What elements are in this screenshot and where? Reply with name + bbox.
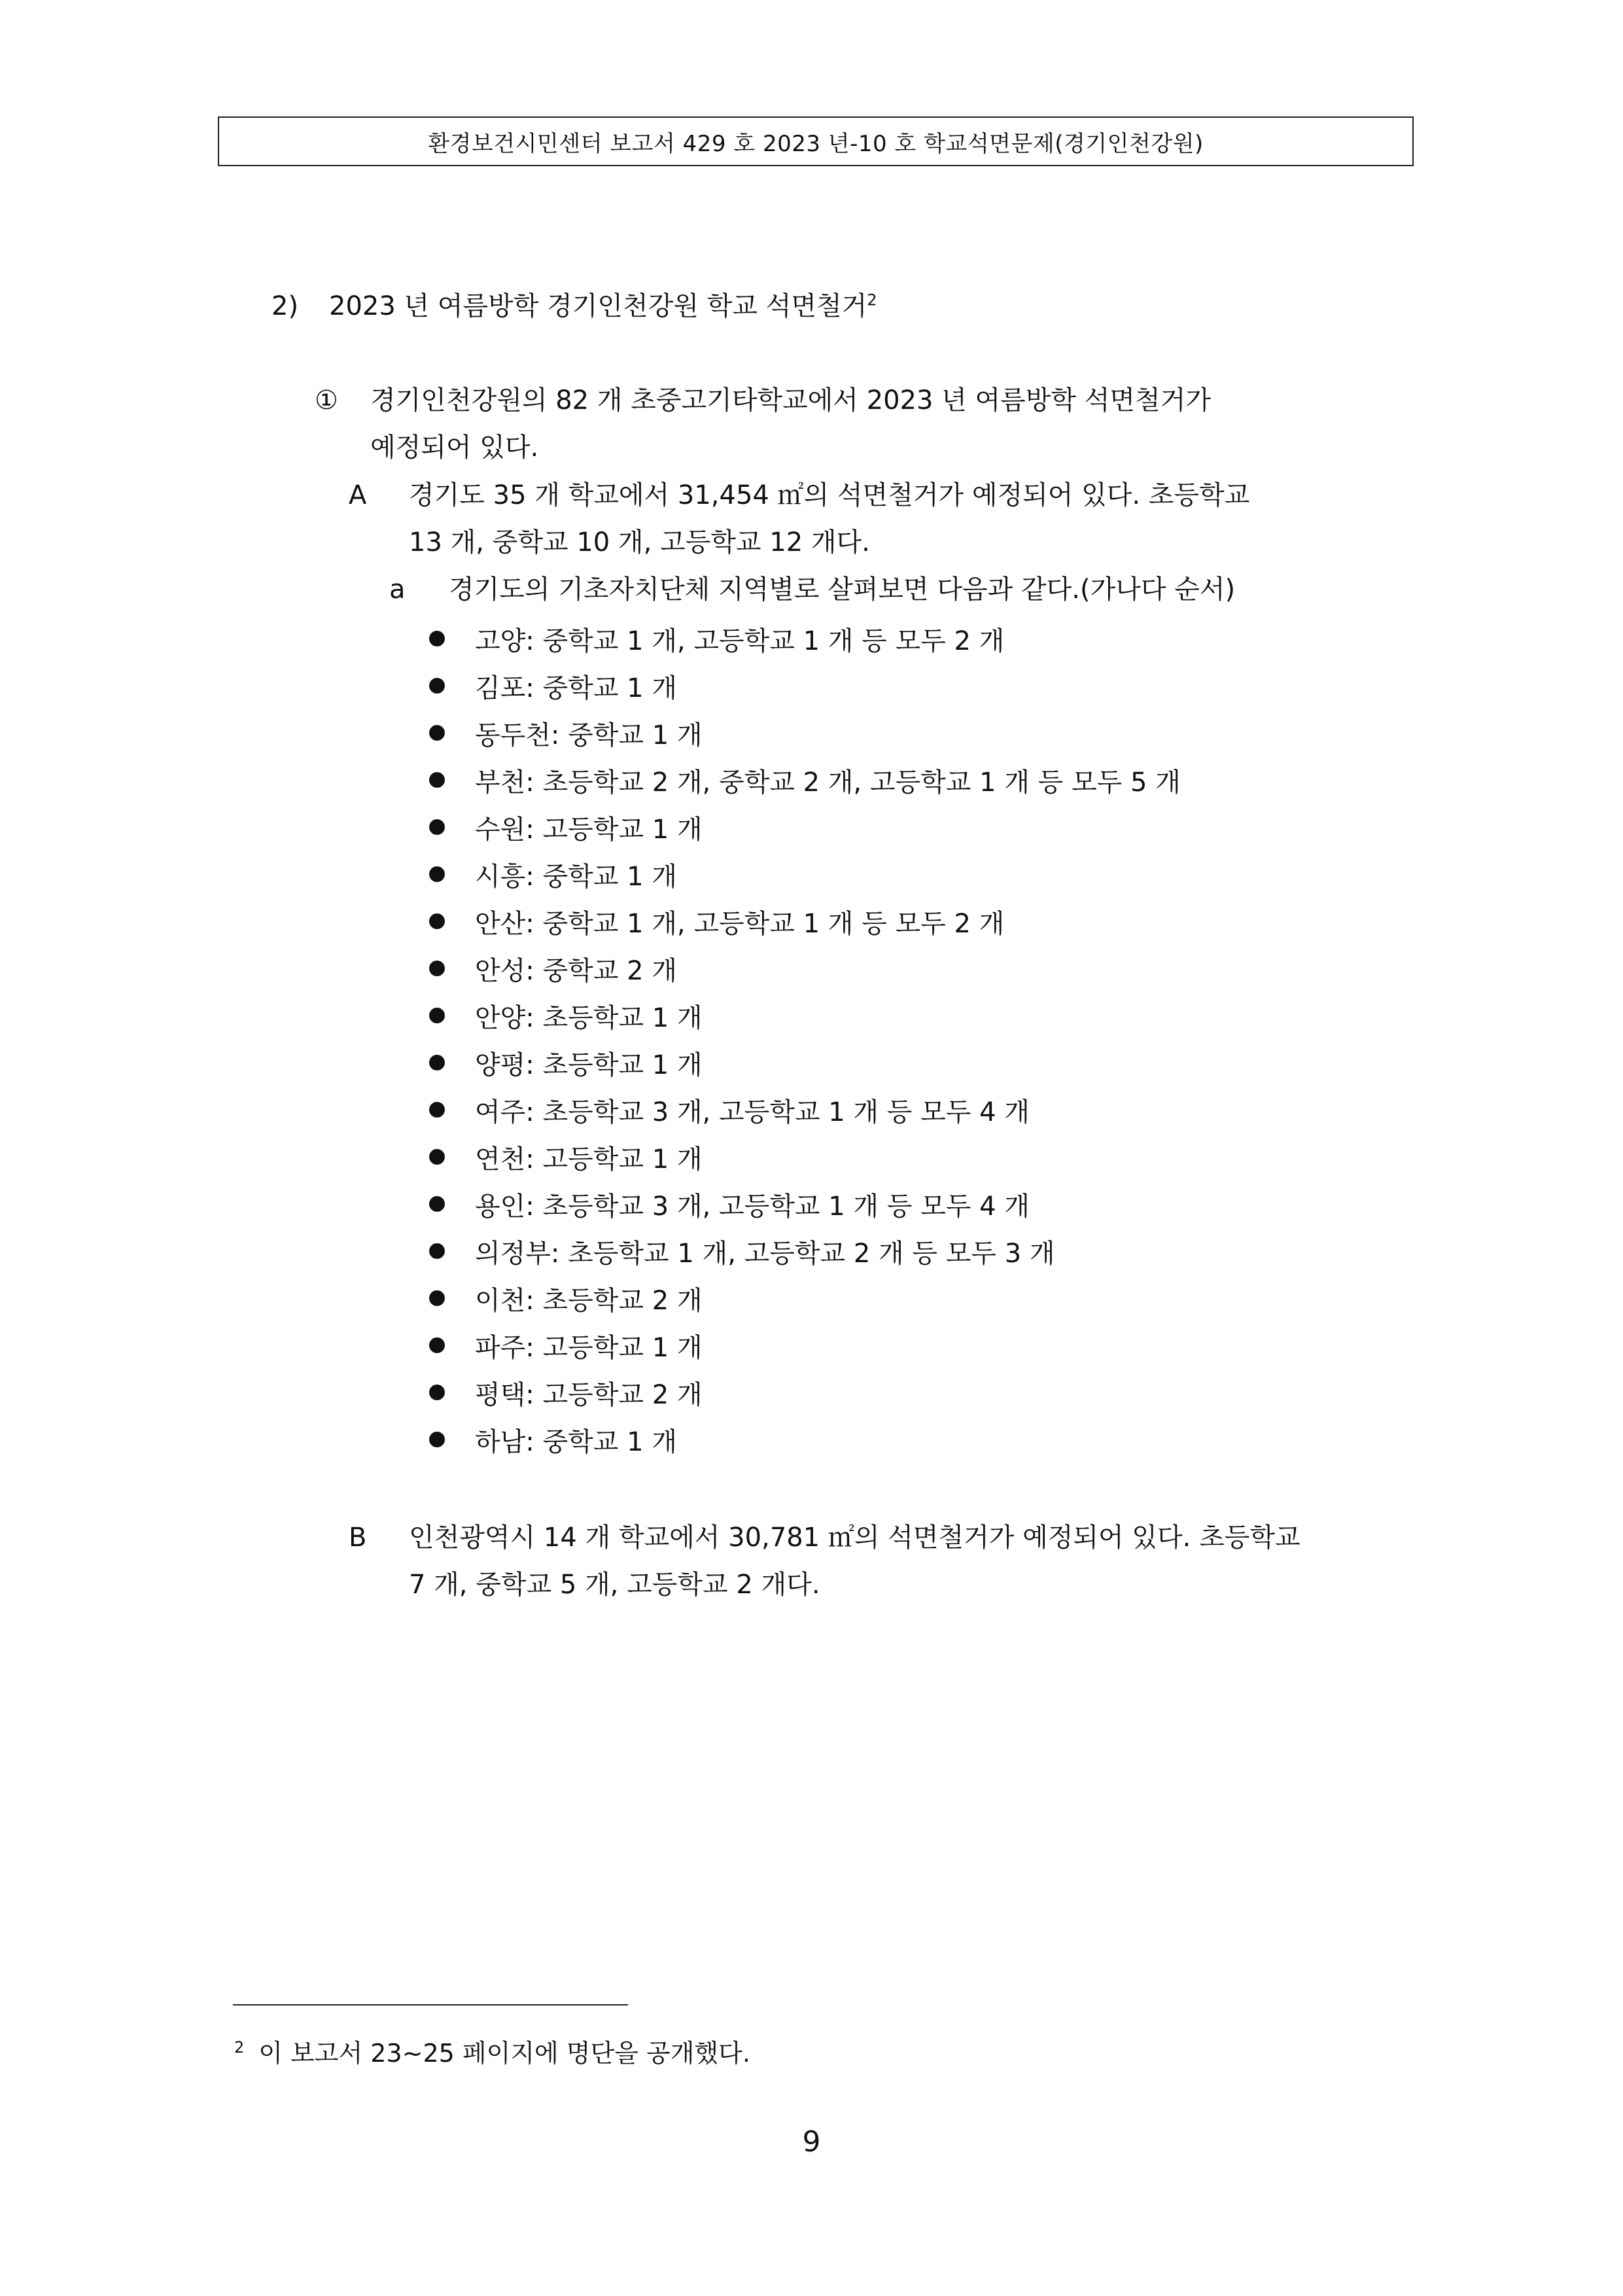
list-item: 수원: 고등학교 1 개 [429, 811, 703, 843]
list-item: 부천: 초등학교 2 개, 중학교 2 개, 고등학교 1 개 등 모두 5 개 [429, 764, 1181, 796]
itemB-line2: 7 개, 중학교 5 개, 고등학교 2 개다. [409, 1570, 820, 1600]
itemA-line2: 13 개, 중학교 10 개, 고등학교 12 개다. [409, 527, 870, 557]
report-header [218, 116, 1414, 166]
footnote-reference: 2 [867, 291, 877, 309]
footnote [234, 2033, 750, 2069]
list-item: 김포: 중학교 1 개 [429, 669, 677, 702]
bullet-dot-icon [429, 725, 445, 741]
list-item: 여주: 초등학교 3 개, 고등학교 1 개 등 모두 4 개 [429, 1093, 1030, 1126]
bullet-dot-icon [429, 913, 445, 929]
item-a-lower-marker: a [389, 574, 406, 605]
item-circled-marker: ① [315, 385, 338, 415]
bullet-dot-icon [429, 1243, 445, 1259]
footnote-text: 이 보고서 23~25 페이지에 명단을 공개했다. [258, 2039, 750, 2068]
bullet-dot-icon [429, 961, 445, 976]
bullet-dot-icon [429, 772, 445, 788]
bullet-dot-icon [429, 1290, 445, 1306]
list-item: 하남: 중학교 1 개 [429, 1423, 677, 1456]
bullet-dot-icon [429, 1196, 445, 1212]
item1-line1: 경기인천강원의 82 개 초중고기타학교에서 2023 년 여름방학 석면철거가 [370, 385, 1211, 415]
bullet-dot-icon [429, 1432, 445, 1447]
item1-line2: 예정되어 있다. [370, 433, 539, 463]
list-item: 이천: 초등학교 2 개 [429, 1282, 703, 1315]
list-item: 고양: 중학교 1 개, 고등학교 1 개 등 모두 2 개 [429, 622, 1004, 655]
bullet-dot-icon [429, 1385, 445, 1400]
section-title-text: 2023 년 여름방학 경기인천강원 학교 석면철거 [329, 291, 867, 321]
list-item: 시흥: 중학교 1 개 [429, 858, 677, 891]
bullet-dot-icon [429, 631, 445, 646]
bullet-dot-icon [429, 678, 445, 694]
page-number: 9 [802, 2125, 821, 2159]
list-item: 안산: 중학교 1 개, 고등학교 1 개 등 모두 2 개 [429, 905, 1004, 938]
list-item: 의정부: 초등학교 1 개, 고등학교 2 개 등 모두 3 개 [429, 1235, 1055, 1267]
list-item: 파주: 고등학교 1 개 [429, 1329, 703, 1362]
itemB-line1: 인천광역시 14 개 학교에서 30,781 ㎡의 석면철거가 예정되어 있다. 초등학교 [409, 1523, 1300, 1553]
itemA-line1: 경기도 35 개 학교에서 31,454 ㎡의 석면철거가 예정되어 있다. 초등학교 [409, 480, 1250, 510]
bullet-dot-icon [429, 866, 445, 882]
list-item: 연천: 고등학교 1 개 [429, 1140, 703, 1173]
bullet-dot-icon [429, 1102, 445, 1118]
list-item: 평택: 고등학교 2 개 [429, 1376, 703, 1409]
bullet-dot-icon [429, 1055, 445, 1070]
list-item: 양평: 초등학교 1 개 [429, 1046, 703, 1079]
item-b-marker: B [349, 1523, 367, 1553]
list-item: 용인: 초등학교 3 개, 고등학교 1 개 등 모두 4 개 [429, 1188, 1030, 1220]
section-number: 2) [271, 291, 299, 321]
footnote-divider [233, 2004, 628, 2005]
item-a-upper-marker: A [349, 480, 367, 510]
list-item: 안양: 초등학교 1 개 [429, 999, 703, 1032]
bullet-dot-icon [429, 1149, 445, 1165]
bullet-dot-icon [429, 1008, 445, 1023]
bullet-dot-icon [429, 819, 445, 835]
footnote-mark: 2 [234, 2038, 245, 2057]
itema-line1: 경기도의 기초자치단체 지역별로 살펴보면 다음과 같다.(가나다 순서) [449, 574, 1236, 605]
section-title [329, 293, 877, 319]
list-item: 동두천: 중학교 1 개 [429, 716, 703, 749]
list-item: 안성: 중학교 2 개 [429, 952, 677, 985]
report-header-text: 환경보건시민센터 보고서 429 호 2023 년-10 호 학교석면문제(경기인천강원) [428, 130, 1204, 157]
bullet-dot-icon [429, 1337, 445, 1353]
